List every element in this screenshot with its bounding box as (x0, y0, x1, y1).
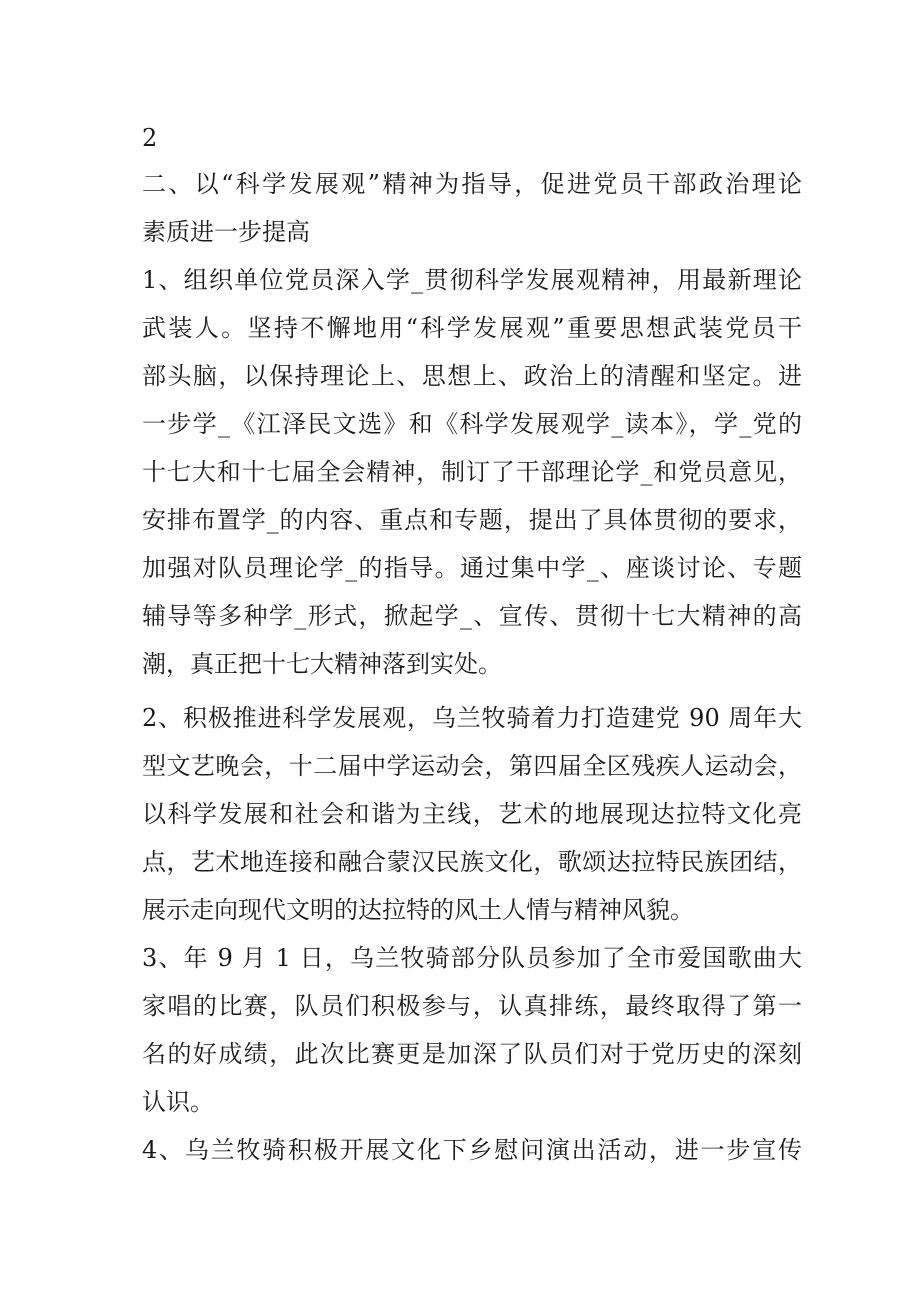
paragraph-3-line: 名的好成绩，此次比赛更是加深了队员们对于党历史的深刻 (142, 1040, 802, 1068)
paragraph-2-line: 以科学发展和社会和谐为主线，艺术的地展现达拉特文化亮 (142, 800, 802, 828)
paragraph-1-line: 辅导等多种学_形式，掀起学_、宣传、贯彻十七大精神的高 (142, 602, 802, 630)
section-heading-line-1: 二、以“科学发展观”精神为指导，促进党员干部政治理论 (142, 170, 802, 198)
paragraph-1-line: 武装人。坚持不懈地用“科学发展观”重要思想武装党员干 (142, 314, 802, 342)
paragraph-1-line: 部头脑，以保持理论上、思想上、政治上的清醒和坚定。进 (142, 362, 802, 390)
paragraph-2-line: 点，艺术地连接和融合蒙汉民族文化，歌颂达拉特民族团结， (142, 848, 802, 876)
paragraph-3-line: 家唱的比赛，队员们积极参与，认真排练，最终取得了第一 (142, 992, 802, 1020)
section-heading-line-2: 素质进一步提高 (142, 218, 310, 246)
paragraph-2-line: 2、积极推进科学发展观，乌兰牧骑着力打造建党 90 周年大 (142, 704, 802, 732)
paragraph-3-line: 3、年 9 月 1 日，乌兰牧骑部分队员参加了全市爱国歌曲大 (142, 944, 802, 972)
paragraph-1-line: 潮，真正把十七大精神落到实处。 (142, 650, 502, 678)
paragraph-1-line: 1、组织单位党员深入学_贯彻科学发展观精神，用最新理论 (142, 266, 802, 294)
paragraph-3-line: 认识。 (142, 1088, 214, 1116)
paragraph-2-line: 型文艺晚会，十二届中学运动会，第四届全区残疾人运动会， (142, 752, 802, 780)
page-number: 2 (142, 124, 158, 152)
paragraph-1-line: 十七大和十七届全会精神，制订了干部理论学_和党员意见， (142, 458, 802, 486)
paragraph-4-line: 4、乌兰牧骑积极开展文化下乡慰问演出活动，进一步宣传 (142, 1136, 802, 1164)
paragraph-2-line: 展示走向现代文明的达拉特的风土人情与精神风貌。 (142, 896, 694, 924)
paragraph-1-line: 加强对队员理论学_的指导。通过集中学_、座谈讨论、专题 (142, 554, 802, 582)
paragraph-1-line: 安排布置学_的内容、重点和专题，提出了具体贯彻的要求， (142, 506, 802, 534)
paragraph-1-line: 一步学_《江泽民文选》和《科学发展观学_读本》，学_党的 (142, 410, 802, 438)
